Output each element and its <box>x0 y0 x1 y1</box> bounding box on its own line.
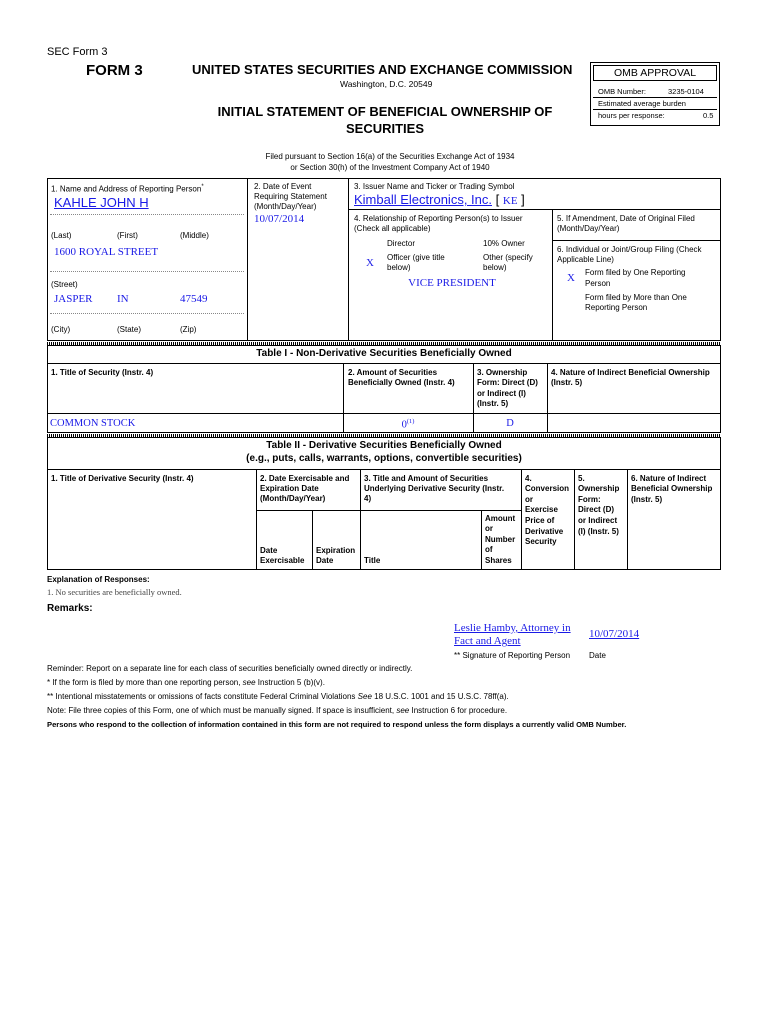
table2-title-rule <box>47 469 721 470</box>
ticker-close: ] <box>521 192 525 207</box>
explanation-label: Explanation of Responses: <box>47 575 150 584</box>
commission-title: UNITED STATES SECURITIES AND EXCHANGE COMMISSION <box>192 62 573 77</box>
table2-amount-4: of <box>485 545 493 554</box>
table2-expiration-1: Expiration <box>316 546 356 555</box>
omb-hours-label: hours per response: <box>598 111 665 120</box>
table2-col3-header-2: Underlying Derivative Security (Instr. <box>364 484 505 493</box>
street-line <box>50 271 244 272</box>
table2-col4-header-1: 4. <box>525 474 532 483</box>
signer-name-2[interactable]: Fact and Agent <box>454 635 521 647</box>
omb-notice: Persons who respond to the collection of information contained in this form are not required to respond unless the form displays a currently valid OMB Number. <box>47 720 627 729</box>
table2-date-exercisable-2: Exercisable <box>260 556 305 565</box>
other-option-1[interactable]: Other (specify <box>483 253 533 262</box>
one-person-option-2: Person <box>585 279 611 288</box>
omb-title: OMB APPROVAL <box>613 67 697 79</box>
city-label: (City) <box>51 325 71 334</box>
one-person-option-1[interactable]: Form filed by One Reporting <box>585 268 686 277</box>
table2-col6-header-3: (Instr. 5) <box>631 495 663 504</box>
zip-label: (Zip) <box>180 325 197 334</box>
table2-col5-header-1: 5. <box>578 474 585 483</box>
table2-col3-header-3: 4) <box>364 494 372 503</box>
state-label: (State) <box>117 325 142 334</box>
director-option[interactable]: Director <box>387 239 416 248</box>
relationship-label-2: (Check all applicable) <box>354 224 431 233</box>
table1-header-rule <box>47 413 721 414</box>
date-label: Date <box>589 651 606 660</box>
table2-col2-header-2: Expiration Date <box>260 484 319 493</box>
officer-check-mark: X <box>366 257 374 269</box>
table2-sub-divider-1 <box>312 510 313 570</box>
city-line <box>50 313 244 314</box>
name-line <box>50 214 244 215</box>
reminder-note: Reminder: Report on a separate line for each class of securities beneficially owned directly or indirectly. <box>47 664 413 673</box>
table2-amount-3: Number <box>485 535 516 544</box>
table2-col6-header-1: 6. Nature of Indirect <box>631 474 707 483</box>
relationship-label-1: 4. Relationship of Reporting Person(s) to Issuer <box>354 214 523 223</box>
amendment-label-1: 5. If Amendment, Date of Original Filed <box>557 214 695 223</box>
omb-number: 3235-0104 <box>668 87 704 96</box>
first-label: (First) <box>117 231 138 240</box>
omb-divider-2 <box>593 109 717 110</box>
event-date-label-2: Requiring Statement <box>254 192 327 201</box>
omb-hours: 0.5 <box>703 111 714 120</box>
table2-col6-header-2: Beneficial Ownership <box>631 484 713 493</box>
explanation-1: 1. No securities are beneficially owned. <box>47 587 182 597</box>
issuer-name[interactable]: Kimball Electronics, Inc. <box>354 192 492 207</box>
filed-pursuant-line1: Filed pursuant to Section 16(a) of the Securities Exchange Act of 1934 <box>265 152 515 161</box>
table2-col4-header-6: Derivative <box>525 527 564 536</box>
city-value: JASPER <box>54 293 93 305</box>
filed-pursuant-line2: or Section 30(h) of the Investment Company Act of 1940 <box>290 163 490 172</box>
signature-date: 10/07/2014 <box>589 628 640 640</box>
street-value: 1600 ROYAL STREET <box>54 246 159 258</box>
table2-col5-header-2: Ownership <box>578 484 620 493</box>
divider-1 <box>247 178 248 341</box>
table2-col4-header-7: Security <box>525 537 557 546</box>
table2-amount-2: or <box>485 524 493 533</box>
officer-title: VICE PRESIDENT <box>408 277 496 289</box>
file-copies-note: Note: File three copies of this Form, one of which must be manually signed. If space is insufficient, see Instruction 6 for procedure. <box>47 706 508 715</box>
remarks-label: Remarks: <box>47 603 93 614</box>
reporting-person-label: 1. Name and Address of Reporting Person* <box>51 184 204 194</box>
table1-col3-header-2: Form: Direct (D) <box>477 378 538 387</box>
table-row-amount: 0$^{(1)}$ <box>401 418 415 431</box>
table1-col-divider-3 <box>547 363 548 433</box>
table2-col4-header-2: Conversion <box>525 484 570 493</box>
reporting-person-name[interactable]: KAHLE JOHN H <box>54 195 149 210</box>
street-label: (Street) <box>51 280 78 289</box>
table1-col2-header-2: Beneficially Owned (Instr. 4) <box>348 378 455 387</box>
table1-col3-header-4: (Instr. 5) <box>477 399 509 408</box>
other-option-2: below) <box>483 263 507 272</box>
table2-col5-header-6: (I) (Instr. 5) <box>578 527 619 536</box>
form-number: FORM 3 <box>86 62 143 79</box>
zip-value: 47549 <box>180 293 208 305</box>
table2-col5-header-4: Direct (D) <box>578 505 615 514</box>
omb-number-label: OMB Number: <box>598 87 646 96</box>
table2-col2-header-3: (Month/Day/Year) <box>260 494 326 503</box>
table2-col2-header-1: 2. Date Exercisable and <box>260 474 350 483</box>
multiple-persons-note: * If the form is filed by more than one reporting person, see Instruction 5 (b)(v). <box>47 678 325 687</box>
signature-label: ** Signature of Reporting Person <box>454 651 571 660</box>
table2-underlying-title: Title <box>364 556 381 565</box>
divider-5 <box>552 240 721 241</box>
ten-percent-option[interactable]: 10% Owner <box>483 239 525 248</box>
table1-title-rule <box>47 363 721 364</box>
table1-col3-header-3: or Indirect (I) <box>477 389 526 398</box>
one-person-check-mark: X <box>567 272 575 284</box>
table2-col-divider-2 <box>360 469 361 570</box>
event-date-value: 10/07/2014 <box>254 213 305 225</box>
event-date-label-3: (Month/Day/Year) <box>254 202 317 211</box>
officer-option-1[interactable]: Officer (give title <box>387 253 445 262</box>
table2-expiration-2: Date <box>316 556 334 565</box>
table1-col2-header-1: 2. Amount of Securities <box>348 368 438 377</box>
sec-form-label: SEC Form 3 <box>47 46 108 58</box>
table2-col4-header-4: Exercise <box>525 505 558 514</box>
table2-col3-header-1: 3. Title and Amount of Securities <box>364 474 489 483</box>
criminal-violations-note: ** Intentional misstatements or omissions of facts constitute Federal Criminal Violations See 18 U.S.C. 1001 and 15 U.S.C. 78ff(a). <box>47 692 509 701</box>
table2-amount-1: Amount <box>485 514 516 523</box>
divider-4 <box>552 209 553 341</box>
table1-title: Table I - Non-Derivative Securities Beneficially Owned <box>256 348 512 359</box>
table2-col5-header-3: Form: <box>578 495 601 504</box>
table2-title-2: (e.g., puts, calls, warrants, options, convertible securities) <box>246 453 522 464</box>
table2-col-divider-1 <box>256 469 257 570</box>
officer-option-2: below) <box>387 263 411 272</box>
table1-col4-header-2: (Instr. 5) <box>551 378 583 387</box>
table2-title-1: Table II - Derivative Securities Beneficially Owned <box>266 440 502 451</box>
filing-label-2: Applicable Line) <box>557 255 614 264</box>
table2-col5-header-5: or Indirect <box>578 516 618 525</box>
table2-col-divider-5 <box>627 469 628 570</box>
omb-divider <box>593 97 717 98</box>
state-value: IN <box>117 293 129 305</box>
amendment-label-2: (Month/Day/Year) <box>557 224 620 233</box>
table2-col-divider-3 <box>521 469 522 570</box>
statement-title-line2: SECURITIES <box>345 121 424 136</box>
signer-name-1[interactable]: Leslie Hamby, Attorney in <box>454 622 571 634</box>
table-row-form: D <box>506 418 514 429</box>
table2-col4-header-3: or <box>525 495 533 504</box>
ticker-open: [ <box>495 192 500 207</box>
table-row-security: COMMON STOCK <box>50 418 136 429</box>
table2-col-divider-4 <box>574 469 575 570</box>
divider-3 <box>348 209 721 210</box>
table2-date-exercisable-1: Date <box>260 546 278 555</box>
issuer-ticker: KE <box>502 195 518 207</box>
commission-city: Washington, D.C. 20549 <box>340 79 433 89</box>
table2-col1-header: 1. Title of Derivative Security (Instr. 4) <box>51 474 194 483</box>
table1-col4-header-1: 4. Nature of Indirect Beneficial Ownership <box>551 368 710 377</box>
issuer-label: 3. Issuer Name and Ticker or Trading Symbol <box>354 182 515 191</box>
table1-col3-header-1: 3. Ownership <box>477 368 528 377</box>
event-date-label-1: 2. Date of Event <box>254 182 312 191</box>
table1-col1-header: 1. Title of Security (Instr. 4) <box>51 368 154 377</box>
table2-amount-5: Shares <box>485 556 512 565</box>
multi-person-option-1[interactable]: Form filed by More than One <box>585 293 687 302</box>
omb-burden-label: Estimated average burden <box>598 99 686 108</box>
last-label: (Last) <box>51 231 72 240</box>
middle-label: (Middle) <box>180 231 209 240</box>
issuer-line <box>354 192 525 207</box>
multi-person-option-2: Reporting Person <box>585 303 648 312</box>
statement-title-line1: INITIAL STATEMENT OF BENEFICIAL OWNERSHIP OF <box>217 104 553 119</box>
divider-2 <box>348 178 349 341</box>
table2-col4-header-5: Price of <box>525 516 555 525</box>
table2-sub-divider-2 <box>481 510 482 570</box>
filing-label-1: 6. Individual or Joint/Group Filing (Check <box>557 245 702 254</box>
